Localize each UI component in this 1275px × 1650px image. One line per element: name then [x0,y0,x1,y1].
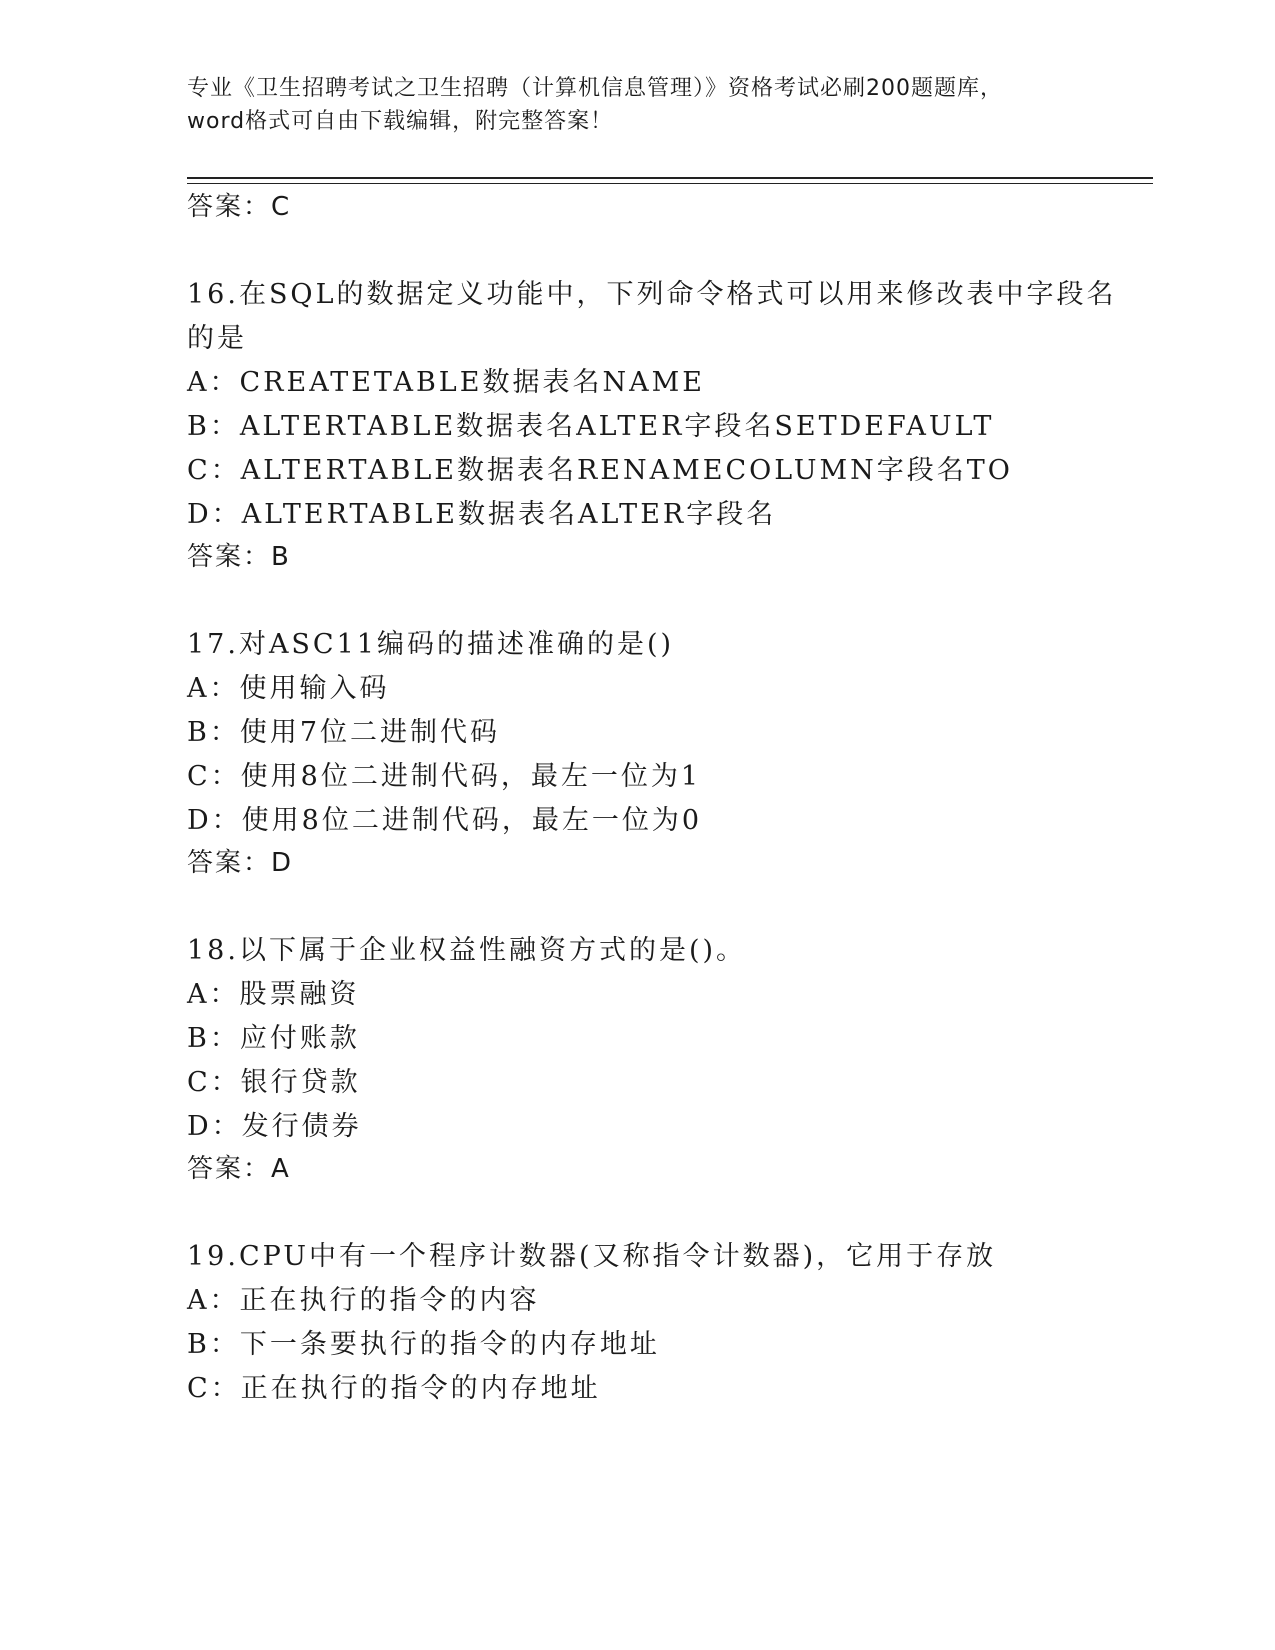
question-16-answer: 答案：B [187,542,291,572]
header-rule-thick [187,177,1153,179]
question-19-option-c: C：正在执行的指令的内存地址 [187,1373,601,1404]
previous-answer: 答案：C [187,192,292,222]
question-17-option-b: B：使用7位二进制代码 [187,717,501,748]
question-18-option-c: C：银行贷款 [187,1067,361,1098]
question-16-stem-line-1: 16.在SQL的数据定义功能中，下列命令格式可以用来修改表中字段名 [187,279,1117,310]
question-16-option-b: B：ALTERTABLE数据表名ALTER字段名SETDEFAULT [187,411,995,442]
document-header [187,72,1087,138]
question-18-option-d: D：发行债券 [187,1111,362,1142]
question-19-option-a: A：正在执行的指令的内容 [187,1285,540,1316]
question-18-answer: 答案：A [187,1154,291,1184]
header-line-1: 专业《卫生招聘考试之卫生招聘（计算机信息管理）》资格考试必刷200题题库， [187,76,1003,101]
header-line-2: word格式可自由下载编辑，附完整答案！ [187,109,614,134]
question-16-option-d: D：ALTERTABLE数据表名ALTER字段名 [187,499,777,530]
question-16-option-a: A：CREATETABLE数据表名NAME [187,367,705,398]
question-16-option-c: C：ALTERTABLE数据表名RENAMECOLUMN字段名TO [187,455,1013,486]
header-rule-thin [187,183,1153,184]
question-17-stem: 17.对ASC11编码的描述准确的是() [187,629,675,660]
question-19-stem: 19.CPU中有一个程序计数器(又称指令计数器)，它用于存放 [187,1241,997,1272]
question-18-option-b: B：应付账款 [187,1023,360,1054]
question-17-option-c: C：使用8位二进制代码，最左一位为1 [187,761,702,792]
question-17-option-d: D：使用8位二进制代码，最左一位为0 [187,805,703,836]
question-16-stem-line-2: 的是 [187,323,247,354]
question-19-option-b: B：下一条要执行的指令的内存地址 [187,1329,660,1360]
question-17-option-a: A：使用输入码 [187,673,390,704]
question-17-answer: 答案：D [187,848,294,878]
question-18-option-a: A：股票融资 [187,979,360,1010]
question-18-stem: 18.以下属于企业权益性融资方式的是()。 [187,935,747,966]
